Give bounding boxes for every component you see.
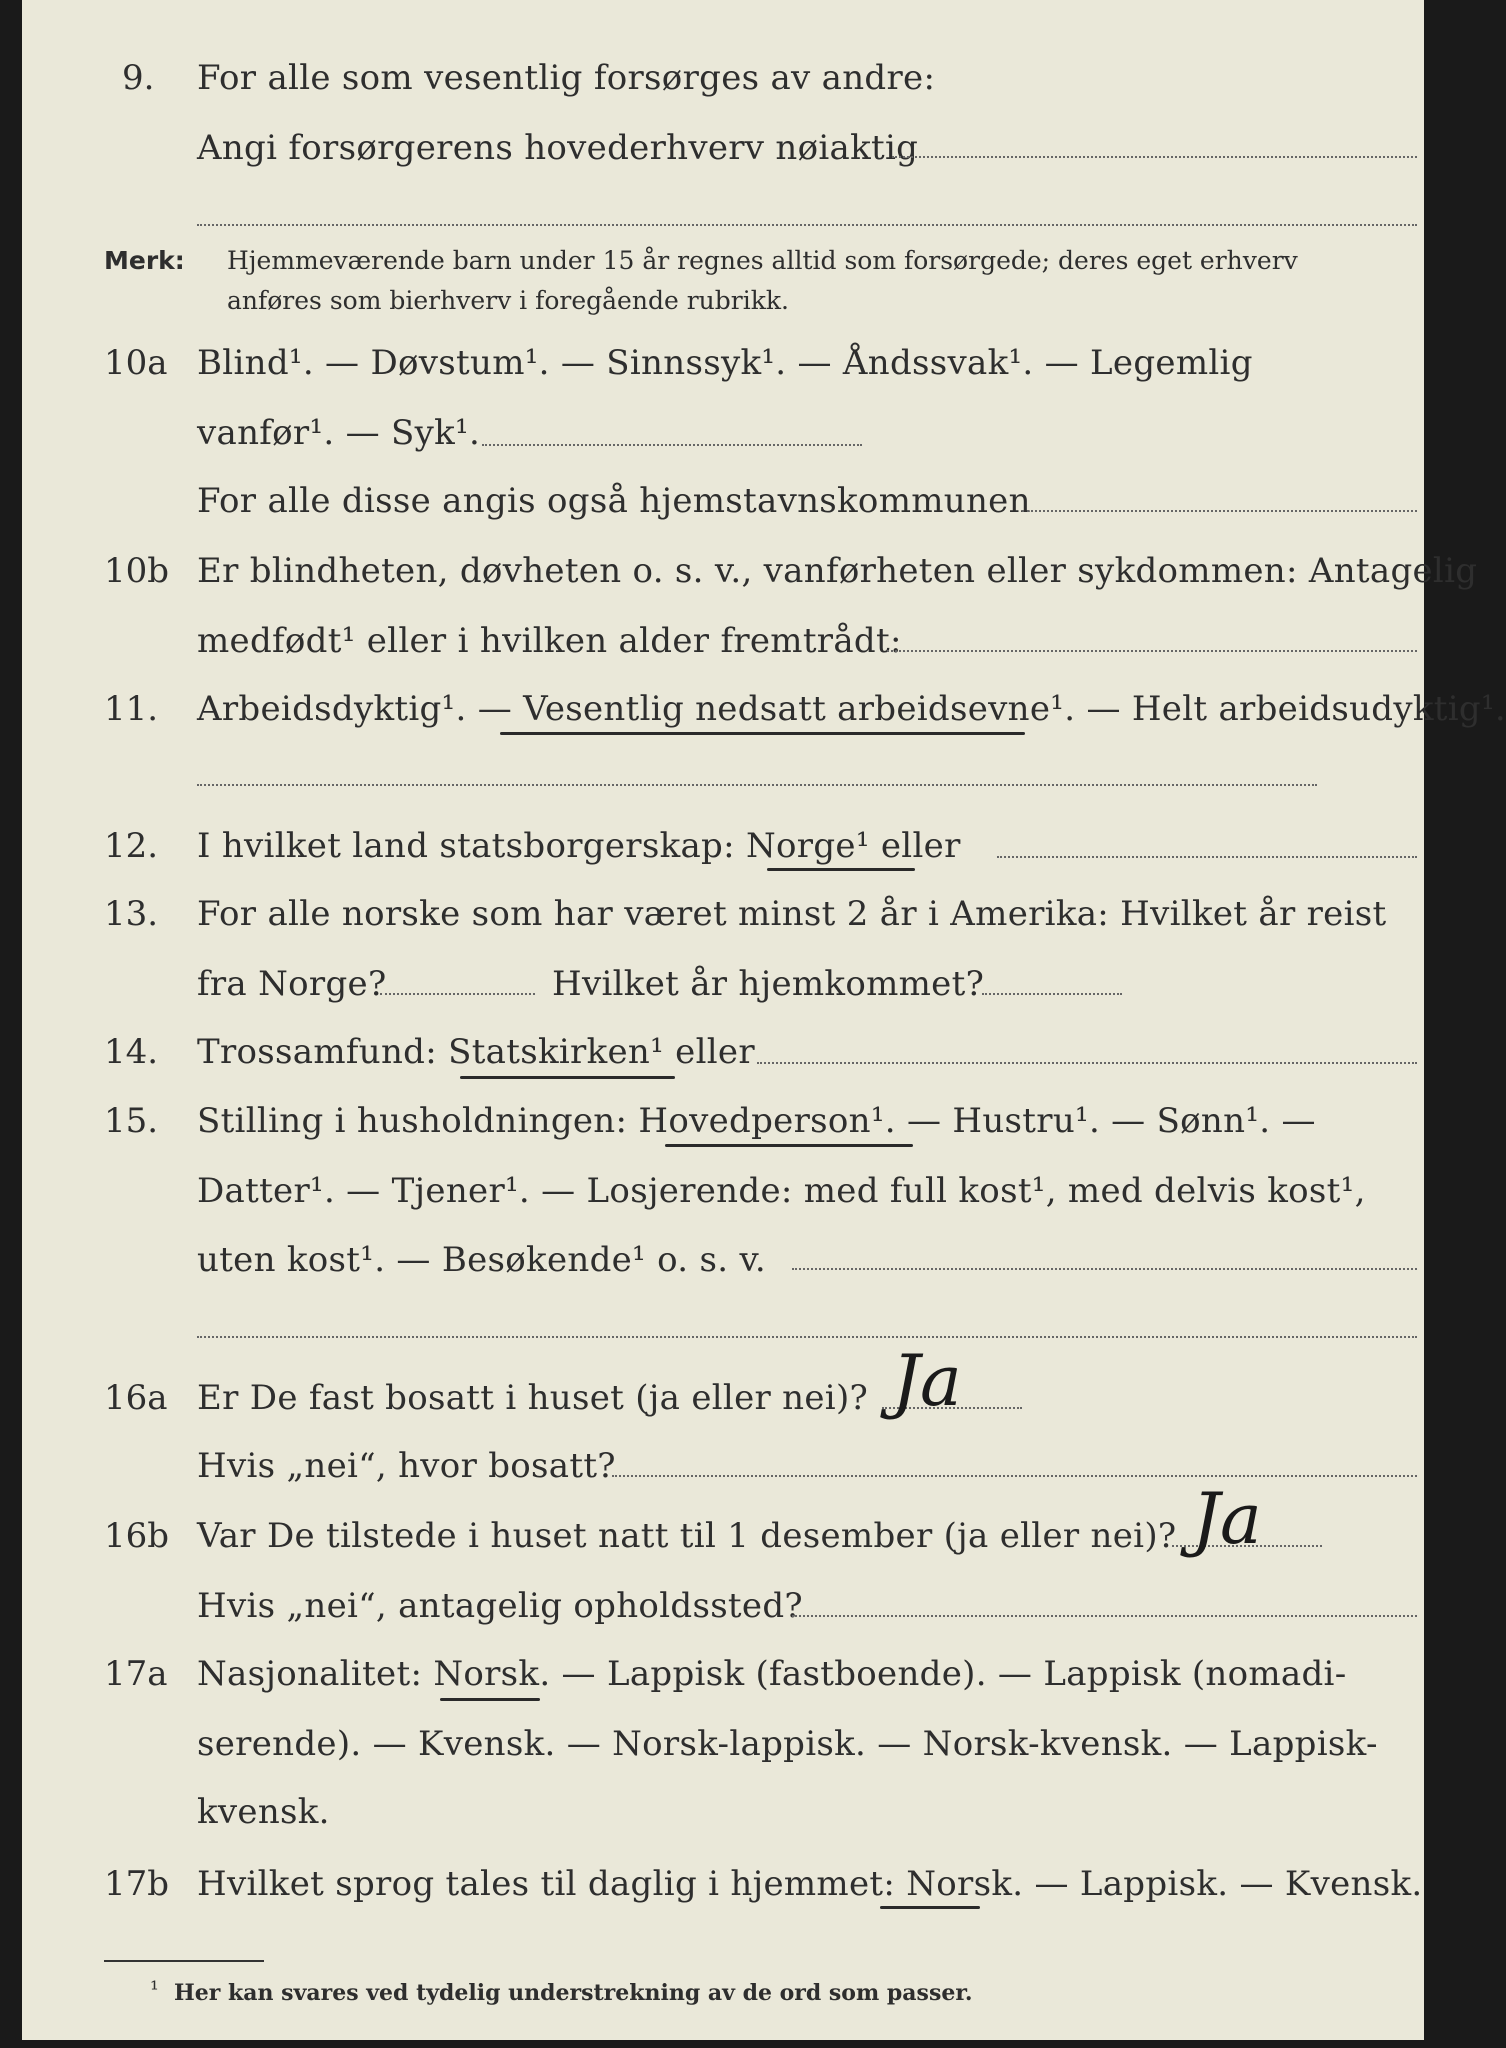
q17a-label: Nasjonalitet: bbox=[197, 1654, 434, 1694]
merk-line2: anføres som bierhverv i foregående rubrikk. bbox=[227, 286, 789, 315]
q15-options-rest: — Hustru¹. — Sønn¹. — bbox=[895, 1101, 1316, 1141]
footnote-rule bbox=[104, 1960, 264, 1962]
q17a-line2: serende). — Kvensk. — Norsk-lappisk. — Norsk-kvensk. — Lappisk- bbox=[197, 1724, 1378, 1764]
q14-line bbox=[197, 1032, 755, 1072]
q9-line2: Angi forsørgerens hovederhverv nøiaktig bbox=[197, 128, 919, 168]
q10a-answer-line bbox=[482, 444, 862, 446]
q12-answer-line bbox=[997, 856, 1417, 858]
merk-line1: Hjemmeværende barn under 15 år regnes alltid som forsørgede; deres eget erhverv bbox=[227, 246, 1298, 275]
q15-answer-line bbox=[792, 1268, 1417, 1270]
q17b-label: Hvilket sprog tales til daglig i hjemmet: bbox=[197, 1864, 907, 1904]
q14-number: 14. bbox=[104, 1032, 159, 1072]
q15-underline bbox=[665, 1144, 913, 1147]
q15-option-hovedperson: Hovedperson¹. bbox=[638, 1101, 896, 1141]
q12-number: 12. bbox=[104, 826, 159, 866]
q17a-underline bbox=[440, 1698, 540, 1701]
q11-answer-line bbox=[197, 784, 1317, 786]
q9-answer-line bbox=[892, 156, 1417, 158]
q10a-number: 10a bbox=[104, 343, 168, 383]
q13-answer-line-2 bbox=[982, 993, 1122, 995]
q12-label: I hvilket land statsborgerskap: bbox=[197, 826, 746, 866]
q9-answer-line-2 bbox=[197, 224, 1417, 226]
q11-number: 11. bbox=[104, 689, 159, 729]
census-form-page bbox=[22, 0, 1506, 2040]
q13-answer-line-1 bbox=[380, 993, 535, 995]
q14-option-statskirken: Statskirken¹ bbox=[448, 1032, 665, 1072]
q17a-line3: kvensk. bbox=[197, 1792, 330, 1832]
q12-option-eller: eller bbox=[869, 826, 961, 866]
q16b-handwritten-answer: Ja bbox=[1192, 1478, 1262, 1560]
q11-option-arbeidsdyktig: Arbeidsdyktig¹. — bbox=[197, 689, 524, 729]
q17b-options-rest: — Lappisk. — Kvensk. bbox=[1023, 1864, 1423, 1904]
q17a-options-rest: — Lappisk (fastboende). — Lappisk (nomadi- bbox=[550, 1654, 1347, 1694]
q10a-line1: Blind¹. — Døvstum¹. — Sinnssyk¹. — Åndssvak¹. — Legemlig bbox=[197, 343, 1253, 383]
q15-line1 bbox=[197, 1101, 1316, 1141]
q14-label: Trossamfund: bbox=[197, 1032, 449, 1072]
q17a-number: 17a bbox=[104, 1654, 168, 1694]
footnote-mark: ¹ bbox=[150, 1978, 159, 2003]
q17b-underline bbox=[880, 1906, 980, 1909]
q16b-line2: Hvis „nei“, antagelig opholdssted? bbox=[197, 1586, 803, 1626]
q17b-line bbox=[197, 1864, 1422, 1904]
q12-option-norge: Norge¹ bbox=[745, 826, 870, 866]
q16b-line1: Var De tilstede i huset natt til 1 desember (ja eller nei)? bbox=[197, 1516, 1177, 1556]
q13-line1: For alle norske som har været minst 2 år i Amerika: Hvilket år reist bbox=[197, 894, 1387, 934]
q17a-option-norsk: Norsk. bbox=[433, 1654, 551, 1694]
q10a-line2: vanfør¹. — Syk¹. bbox=[197, 413, 481, 453]
q10b-number: 10b bbox=[104, 551, 170, 591]
q10b-line1: Er blindheten, døvheten o. s. v., vanførheten eller sykdommen: Antagelig bbox=[197, 551, 1478, 591]
q11-option-udyktig: — Helt arbeidsudyktig¹. bbox=[1075, 689, 1506, 729]
q14-option-eller: eller bbox=[664, 1032, 755, 1072]
q15-label: Stilling i husholdningen: bbox=[197, 1101, 639, 1141]
q14-underline bbox=[460, 1076, 675, 1079]
q16a-handwritten-answer: Ja bbox=[892, 1340, 962, 1422]
q9-number: 9. bbox=[122, 58, 155, 98]
q16b-number: 16b bbox=[104, 1516, 170, 1556]
q10b-line2: medfødt¹ eller i hvilken alder fremtrådt: bbox=[197, 621, 902, 661]
q14-answer-line bbox=[757, 1062, 1417, 1064]
merk-label: Merk: bbox=[104, 246, 185, 275]
q10a-line3: For alle disse angis også hjemstavnskommunen bbox=[197, 481, 1031, 521]
q10a-answer-line-2 bbox=[1022, 510, 1417, 512]
q16b-answer-line-2 bbox=[792, 1615, 1417, 1617]
q13-line2a: fra Norge? bbox=[197, 964, 387, 1004]
q15-answer-line-2 bbox=[197, 1336, 1417, 1338]
q16a-line1: Er De fast bosatt i huset (ja eller nei)? bbox=[197, 1378, 869, 1418]
footnote-text: Her kan svares ved tydelig understrekning av de ord som passer. bbox=[174, 1980, 973, 2006]
q9-line1: For alle som vesentlig forsørges av andre: bbox=[197, 58, 936, 98]
q12-line bbox=[197, 826, 961, 866]
q17b-number: 17b bbox=[104, 1864, 170, 1904]
q13-number: 13. bbox=[104, 894, 159, 934]
q16a-number: 16a bbox=[104, 1378, 168, 1418]
q11-underline bbox=[500, 732, 1025, 735]
q13-line2b: Hvilket år hjemkommet? bbox=[552, 964, 985, 1004]
q15-line3: uten kost¹. — Besøkende¹ o. s. v. bbox=[197, 1240, 767, 1280]
q10b-answer-line bbox=[887, 650, 1417, 652]
q16a-line2: Hvis „nei“, hvor bosatt? bbox=[197, 1446, 616, 1486]
q17b-option-norsk: Norsk. bbox=[906, 1864, 1024, 1904]
q16a-answer-line-2 bbox=[612, 1475, 1417, 1477]
q11-option-nedsatt: Vesentlig nedsatt arbeidsevne¹. bbox=[523, 689, 1076, 729]
q15-number: 15. bbox=[104, 1101, 159, 1141]
q17a-line1 bbox=[197, 1654, 1347, 1694]
q12-underline bbox=[767, 868, 915, 871]
q11-line bbox=[197, 689, 1506, 729]
q15-line2: Datter¹. — Tjener¹. — Losjerende: med full kost¹, med delvis kost¹, bbox=[197, 1171, 1366, 1211]
